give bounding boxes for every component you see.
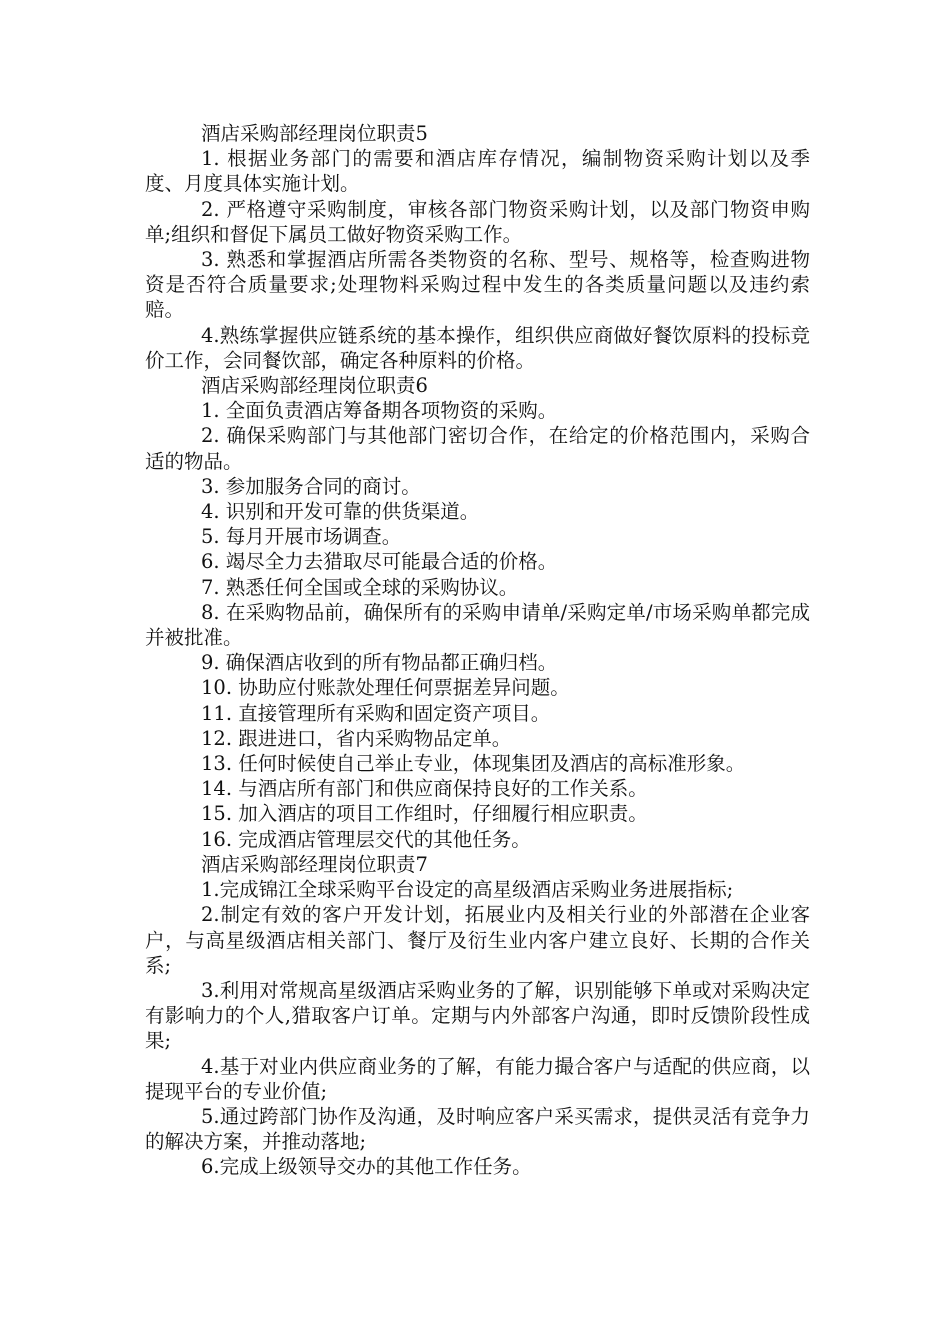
list-item: 3.利用对常规高星级酒店采购业务的了解，识别能够下单或对采购决定有影响力的个人,猎取客户订单。定期与内外部客户沟通，即时反馈阶段性成果; — [145, 978, 810, 1053]
list-item: 11. 直接管理所有采购和固定资产项目。 — [201, 701, 551, 725]
list-item: 8. 在采购物品前，确保所有的采购申请单/采购定单/市场采购单都完成并被批准。 — [145, 600, 810, 650]
list-item: 3. 熟悉和掌握酒店所需各类物资的名称、型号、规格等，检查购进物资是否符合质量要求;处理物料采购过程中发生的各类质量问题以及违约索赔。 — [145, 248, 810, 322]
list-item: 4.熟练掌握供应链系统的基本操作，组织供应商做好餐饮原料的投标竞价工作，会同餐饮部，确定各种原料的价格。 — [145, 323, 810, 372]
list-item: 5. 每月开展市场调查。 — [201, 525, 402, 549]
list-item: 7. 熟悉任何全国或全球的采购协议。 — [201, 575, 519, 599]
list-item: 1. 全面负责酒店筹备期各项物资的采购。 — [201, 399, 558, 423]
list-item: 6. 竭尽全力去猎取尽可能最合适的价格。 — [201, 550, 558, 574]
section-title: 酒店采购部经理岗位职责6 — [201, 374, 428, 398]
list-item: 15. 加入酒店的项目工作组时，仔细履行相应职责。 — [201, 802, 648, 826]
list-item: 12. 跟进进口，省内采购物品定单。 — [201, 726, 512, 750]
list-item: 14. 与酒店所有部门和供应商保持良好的工作关系。 — [201, 777, 648, 801]
list-item: 1. 根据业务部门的需要和酒店库存情况，编制物资采购计划以及季度、月度具体实施计划。 — [145, 147, 810, 196]
section-title: 酒店采购部经理岗位职责5 — [201, 122, 428, 145]
list-item: 16. 完成酒店管理层交代的其他任务。 — [201, 827, 531, 851]
list-item: 1.完成锦江全球采购平台设定的高星级酒店采购业务进展指标; — [201, 878, 734, 902]
list-item: 2. 确保采购部门与其他部门密切合作，在给定的价格范围内，采购合适的物品。 — [145, 424, 810, 473]
list-item: 4.基于对业内供应商业务的了解，有能力撮合客户与适配的供应商，以提现平台的专业价值; — [145, 1054, 810, 1103]
section-title: 酒店采购部经理岗位职责7 — [201, 852, 428, 876]
list-item: 2.制定有效的客户开发计划，拓展业内及相关行业的外部潜在企业客户，与高星级酒店相关部门、餐厅及衍生业内客户建立良好、长期的合作关系; — [145, 903, 810, 977]
list-item: 6.完成上级领导交办的其他工作任务。 — [201, 1155, 532, 1179]
list-item: 5.通过跨部门协作及沟通，及时响应客户采买需求，提供灵活有竞争力的解决方案，并推动落地; — [145, 1104, 810, 1154]
list-item: 3. 参加服务合同的商讨。 — [201, 474, 421, 498]
document-page — [145, 121, 810, 1180]
list-item: 2. 严格遵守采购制度，审核各部门物资采购计划，以及部门物资申购单;组织和督促下属员工做好物资采购工作。 — [145, 197, 810, 246]
list-item: 10. 协助应付账款处理任何票据差异问题。 — [201, 676, 570, 700]
list-item: 13. 任何时候使自己举止专业，体现集团及酒店的高标准形象。 — [201, 752, 746, 776]
list-item: 9. 确保酒店收到的所有物品都正确归档。 — [201, 651, 558, 675]
list-item: 4. 识别和开发可靠的供货渠道。 — [201, 500, 480, 524]
